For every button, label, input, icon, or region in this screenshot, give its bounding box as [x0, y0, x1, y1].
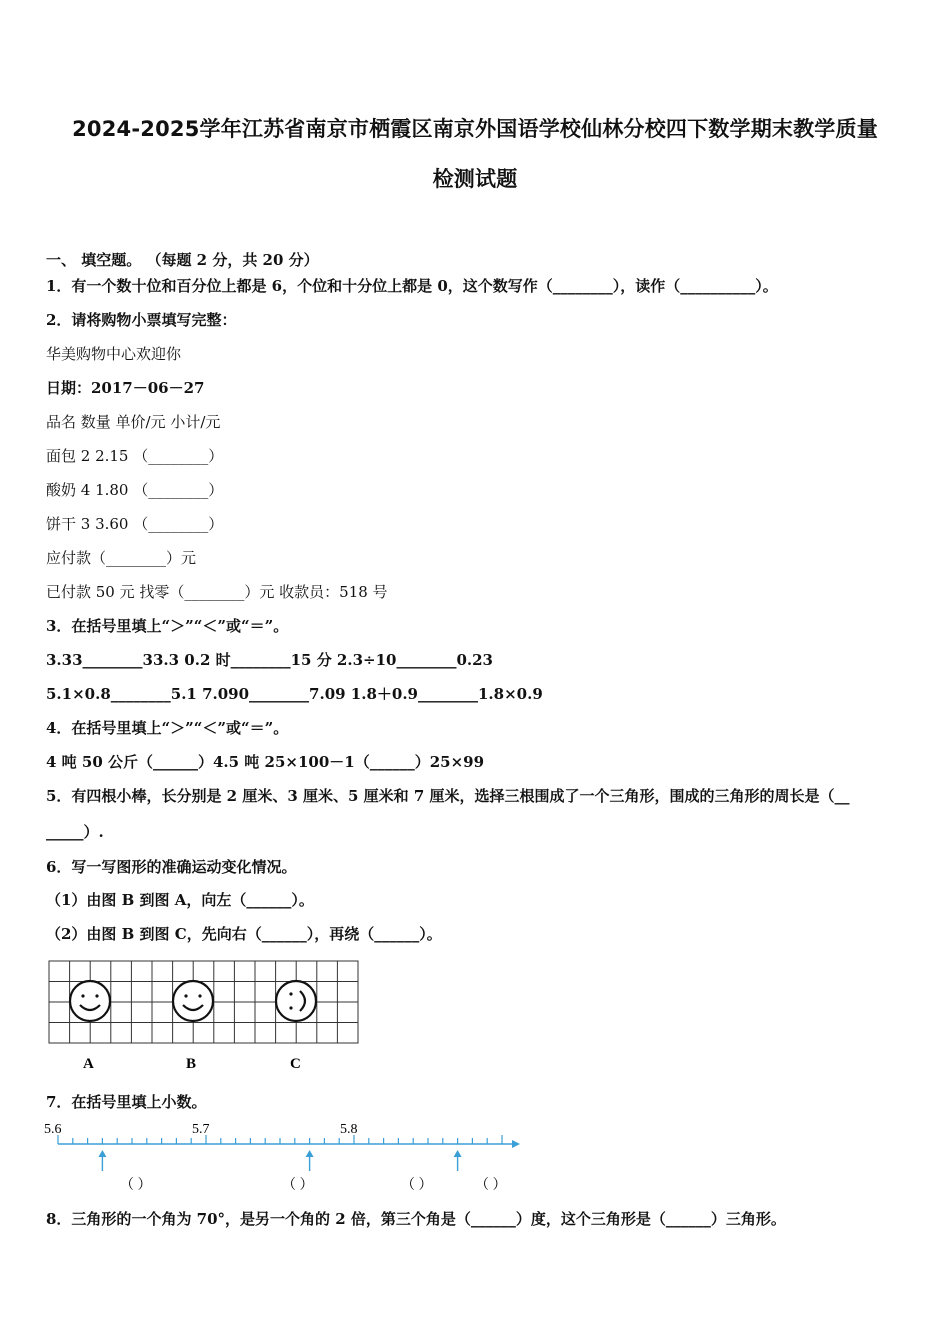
receipt-row-bread: 面包 2 2.15 （________） — [46, 447, 224, 465]
question-4-line-1: 4 吨 50 公斤（______）4.5 吨 25×100－1（______）25×99 — [46, 753, 485, 771]
tick-label-5-8: 5.8 — [340, 1122, 358, 1137]
answer-blank-4: （ ） — [475, 1178, 507, 1193]
smiley-grid-figure — [44, 955, 364, 1075]
pointer-arrow-2 — [306, 1150, 314, 1171]
document-title-continued: 检测试题 — [432, 167, 518, 191]
question-6-part-2: （2）由图 B 到图 C，先向右（______），再绕（______）。 — [46, 925, 442, 943]
question-7-stem: 7．在括号里填上小数。 — [46, 1093, 207, 1111]
question-8: 8．三角形的一个角为 70°，是另一个角的 2 倍，第三个角是（______）度，这个三角形是（______）三角形。 — [46, 1210, 786, 1228]
receipt-due: 应付款（________）元 — [46, 549, 197, 567]
question-5-line-1: 5．有四根小棒，长分别是 2 厘米、3 厘米、5 厘米和 7 厘米，选择三根围成了一个三角形，围成的三角形的周长是（__ — [46, 787, 850, 805]
section-heading: 一、 填空题。 （每题 2 分，共 20 分） — [46, 251, 319, 269]
answer-blank-1: （ ） — [120, 1178, 152, 1193]
answer-blank-2: （ ） — [282, 1178, 314, 1193]
smiley-c-icon — [276, 981, 316, 1021]
receipt-paid: 已付款 50 元 找零（________）元 收款员：518 号 — [46, 583, 388, 601]
question-1: 1．有一个数十位和百分位上都是 6，个位和十分位上都是 0，这个数写作（________），读作（__________）。 — [46, 277, 778, 295]
figure-label-b: B — [186, 1056, 197, 1072]
tick-label-5-6: 5.6 — [44, 1122, 62, 1137]
question-2-stem: 2．请将购物小票填写完整： — [46, 311, 237, 329]
receipt-header: 品名 数量 单价/元 小计/元 — [46, 413, 221, 431]
number-line-arrowhead — [512, 1140, 520, 1148]
tick-label-5-7: 5.7 — [192, 1122, 210, 1137]
smiley-b-icon — [173, 981, 213, 1021]
receipt-row-yogurt: 酸奶 4 1.80 （________） — [46, 481, 224, 499]
receipt-store: 华美购物中心欢迎你 — [46, 345, 182, 363]
document-title: 2024-2025学年江苏省南京市栖霞区南京外国语学校仙林分校四下数学期末教学质量 — [72, 117, 878, 141]
figure-label-c: C — [290, 1056, 301, 1072]
figure-label-a: A — [83, 1056, 94, 1072]
pointer-arrow-3 — [454, 1150, 462, 1171]
receipt-date: 日期：2017－06－27 — [46, 379, 205, 397]
question-5-line-2: _____）. — [46, 823, 104, 841]
question-3-line-2: 5.1×0.8________5.1 7.090________7.09 1.8＋0.9________1.8×0.9 — [46, 685, 543, 703]
smiley-a-icon — [70, 981, 110, 1021]
pointer-arrow-1 — [98, 1150, 106, 1171]
number-line-figure — [40, 1116, 530, 1198]
question-6-stem: 6．写一写图形的准确运动变化情况。 — [46, 858, 297, 876]
question-3-stem: 3．在括号里填上“＞”“＜”或“＝”。 — [46, 617, 289, 635]
answer-blank-3: （ ） — [401, 1178, 433, 1193]
question-3-line-1: 3.33________33.3 0.2 时________15 分 2.3÷10________0.23 — [46, 651, 493, 669]
question-6-part-1: （1）由图 B 到图 A，向左（______）。 — [46, 891, 314, 909]
receipt-row-cookie: 饼干 3 3.60 （________） — [46, 515, 224, 533]
question-4-stem: 4．在括号里填上“＞”“＜”或“＝”。 — [46, 719, 289, 737]
